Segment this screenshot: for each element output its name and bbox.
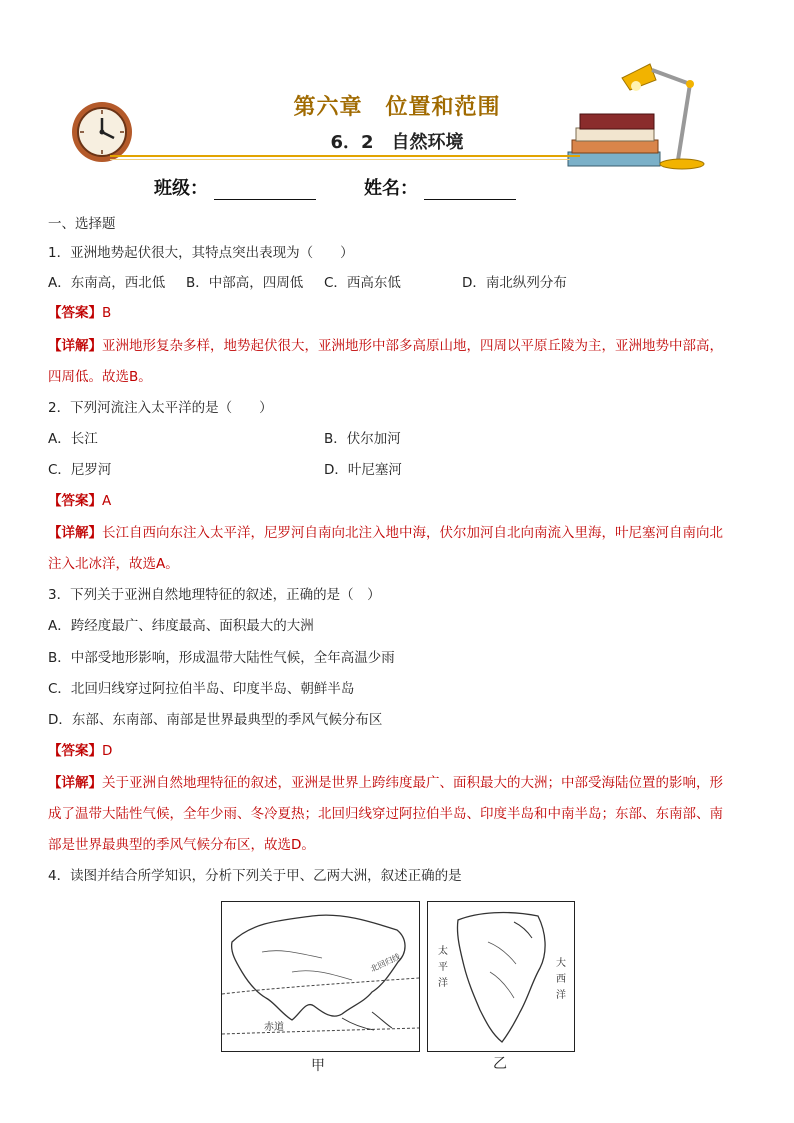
q1-detail-tag: 【详解】 <box>48 338 102 354</box>
class-field <box>154 174 316 200</box>
map-north-america <box>427 901 575 1052</box>
class-blank[interactable] <box>214 179 316 200</box>
equator-label: 赤道 <box>264 1022 284 1033</box>
q1-detail-text-1: 亚洲地形复杂多样，地势起伏很大，亚洲地形中部多高原山地，四周以平原丘陵为主，亚洲地势中部高， <box>102 338 723 354</box>
header-divider <box>110 155 580 157</box>
q3-option-b: B．中部受地形影响，形成温带大陆性气候，全年高温少雨 <box>48 650 395 666</box>
q1-detail-line-2: 四周低。故选B。 <box>48 369 152 385</box>
question-4-stem: 4．读图并结合所学知识，分析下列关于甲、乙两大洲，叙述正确的是 <box>48 868 462 884</box>
q2-detail-text-1: 长江自西向东注入太平洋，尼罗河自南向北注入地中海，伏尔加河自北向南流入里海，叶尼塞河自南向北 <box>102 525 723 541</box>
section-heading: 一、选择题 <box>48 216 116 232</box>
q1-answer-value: B <box>102 305 112 321</box>
q2-detail-line-1 <box>48 523 723 543</box>
map-asia <box>221 901 420 1052</box>
q2-detail-tag: 【详解】 <box>48 525 102 541</box>
q3-answer-tag: 【答案】 <box>48 743 102 759</box>
q2-option-a: A．长江 <box>48 431 98 447</box>
tropic-label: 北回归线 <box>369 952 402 974</box>
chapter-title: 第六章 位置和范围 <box>293 95 501 120</box>
q1-detail-line-1 <box>48 336 723 356</box>
q1-option-b: B．中部高，四周低 <box>186 275 304 291</box>
q3-option-c: C．北回归线穿过阿拉伯半岛、印度半岛、朝鲜半岛 <box>48 681 355 697</box>
q3-answer <box>48 741 112 761</box>
q3-detail-text-1: 关于亚洲自然地理特征的叙述，亚洲是世界上跨纬度最广、面积最大的大洲；中部受海陆位置的影响，形 <box>102 775 723 791</box>
pacific-label-1: 太 <box>438 946 448 957</box>
atlantic-label-3: 洋 <box>556 990 566 1001</box>
q2-option-d: D．叶尼塞河 <box>324 462 402 478</box>
q3-detail-tag: 【详解】 <box>48 775 102 791</box>
name-field <box>364 174 516 200</box>
name-label: 姓名： <box>364 178 418 199</box>
q3-option-d: D．东部、东南部、南部是世界最典型的季风气候分布区 <box>48 712 383 728</box>
q1-answer-tag: 【答案】 <box>48 305 102 321</box>
q3-detail-line-3: 部是世界最典型的季风气候分布区，故选D。 <box>48 837 315 853</box>
header-divider-thin <box>110 159 570 160</box>
q3-answer-value: D <box>102 743 113 759</box>
q2-option-b: B．伏尔加河 <box>324 431 401 447</box>
q2-answer-tag: 【答案】 <box>48 493 102 509</box>
pacific-label-3: 洋 <box>438 978 448 989</box>
question-1-stem: 1．亚洲地势起伏很大，其特点突出表现为（ ） <box>48 245 354 261</box>
asia-map-outline <box>222 902 419 1051</box>
atlantic-label-2: 西 <box>556 974 566 985</box>
atlantic-label-1: 大 <box>556 958 566 969</box>
q1-option-d: D．南北纵列分布 <box>462 275 567 291</box>
q2-answer-value: A <box>102 493 112 509</box>
q2-answer <box>48 491 111 511</box>
q1-answer <box>48 303 111 323</box>
q1-option-c: C．西高东低 <box>324 275 401 291</box>
name-blank[interactable] <box>424 179 516 200</box>
north-america-map-outline <box>428 902 574 1051</box>
q2-option-c: C．尼罗河 <box>48 462 112 478</box>
q3-detail-line-1 <box>48 773 723 793</box>
map-north-america-caption: 乙 <box>493 1056 507 1072</box>
class-label: 班级： <box>154 178 208 199</box>
q3-detail-line-2: 成了温带大陆性气候，全年少雨、冬冷夏热；北回归线穿过阿拉伯半岛、印度半岛和中南半岛；东部、东南部、南 <box>48 806 723 822</box>
question-2-stem: 2．下列河流注入太平洋的是（ ） <box>48 400 273 416</box>
q3-option-a: A．跨经度最广、纬度最高、面积最大的大洲 <box>48 618 314 634</box>
q1-option-a: A．东南高，西北低 <box>48 275 166 291</box>
q2-detail-line-2: 注入北冰洋，故选A。 <box>48 556 179 572</box>
section-title: 6．2 自然环境 <box>330 132 464 153</box>
pacific-label-2: 平 <box>438 962 448 973</box>
question-3-stem: 3．下列关于亚洲自然地理特征的叙述，正确的是（ ） <box>48 587 381 603</box>
map-asia-caption: 甲 <box>311 1058 325 1074</box>
